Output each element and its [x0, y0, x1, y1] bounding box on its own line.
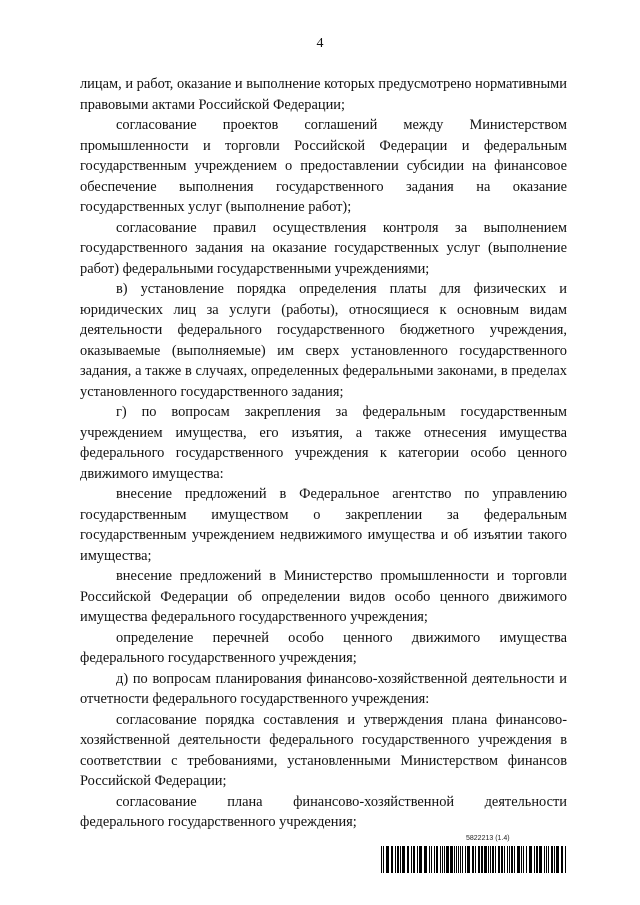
barcode-bar [488, 846, 489, 873]
barcode-bar [556, 846, 559, 873]
barcode-bar [548, 846, 549, 873]
paragraph: лицам, и работ, оказание и выполнение которых предусмотрено нормативными правовыми актами Российской Федерации; [80, 76, 567, 113]
paragraph: согласование порядка составления и утверждения плана финансово-хозяйственной деятельности федерального государственного учреждения в соответствии с требованиями, установленными Министерством финансов Российской Федерации; [80, 711, 567, 789]
barcode-bar [484, 846, 487, 873]
paragraph: внесение предложений в Федеральное агентство по управлению государственным имуществом о закреплении за федеральным государственным учреждением недвижимого имущества и об изъятии такого имущества; [80, 486, 567, 564]
barcode-bar [539, 846, 542, 873]
barcode-bar [536, 846, 538, 873]
barcode-bar [458, 846, 459, 873]
barcode-bar [511, 846, 513, 873]
barcode-bar [465, 846, 466, 873]
barcode-bar [534, 846, 535, 873]
barcode-bar [391, 846, 393, 873]
document-body [80, 74, 567, 833]
barcode-bar [509, 846, 510, 873]
barcode-bar [386, 846, 389, 873]
barcode-bar [440, 846, 441, 873]
paragraph: определение перечней особо ценного движимого имущества федерального государственного учреждения; [80, 629, 567, 666]
barcode-bar [501, 846, 503, 873]
barcode-bar [546, 846, 547, 873]
barcode-bar [436, 846, 438, 873]
barcode-bar [517, 846, 520, 873]
barcode-bar [417, 846, 418, 873]
paragraph: г) по вопросам закрепления за федеральным государственным учреждением имущества, его изъятия, а также отнесения имущества федерального государственного учреждения к категории особо ценного движимого имущества: [80, 404, 567, 482]
barcode-bar [544, 846, 545, 873]
barcode-bar [429, 846, 430, 873]
barcode-bar [490, 846, 491, 873]
barcode-bar [529, 846, 532, 873]
barcode-bar [514, 846, 515, 873]
paragraph: д) по вопросам планирования финансово-хозяйственной деятельности и отчетности федерального государственного учреждения: [80, 670, 567, 707]
barcode-bar [381, 846, 382, 873]
barcode-bar [472, 846, 474, 873]
barcode-bar [419, 846, 422, 873]
barcode-bar [383, 846, 384, 873]
barcode-bar [442, 846, 443, 873]
barcode-bar [495, 846, 496, 873]
barcode-bar [460, 846, 461, 873]
paragraph: согласование правил осуществления контроля за выполнением государственного задания на оказание государственных услуг (выполнение работ) федеральными государственными учреждениями; [80, 219, 567, 277]
barcode-bar [467, 846, 470, 873]
barcode-bar [478, 846, 480, 873]
barcode-icon [381, 846, 569, 873]
barcode-bar [424, 846, 427, 873]
paragraph: согласование проектов соглашений между Министерством промышленности и торговли Российской Федерации и федеральным государственным учреждением о предоставлении субсидии на финансовое обеспечение выполнения государственного задания на оказание государственных услуг (выполнение работ); [80, 117, 567, 215]
paragraph: внесение предложений в Министерство промышленности и торговли Российской Федерации об определении видов особо ценного движимого имущества федерального государственного учреждения; [80, 568, 567, 625]
barcode-bar [475, 846, 476, 873]
barcode-bar [504, 846, 505, 873]
paragraph: в) установление порядка определения платы для физических и юридических лиц за услуги (работы), относящиеся к основным видам деятельности федерального государственного бюджетного учреждения, оказываемые (выполняемые) им сверх установленного государственного задания, а также в случаях, определенных федеральными законами, в пределах установленного государственного задания; [80, 281, 567, 400]
barcode-bar [395, 846, 396, 873]
barcode-bar [446, 846, 449, 873]
barcode-bar [411, 846, 412, 873]
barcode-bar [402, 846, 405, 873]
barcode-bar [481, 846, 483, 873]
barcode-bar [565, 846, 566, 873]
barcode-bar [507, 846, 508, 873]
paragraph: согласование плана финансово-хозяйственной деятельности федерального государственного учреждения; [80, 793, 567, 830]
barcode-bar [407, 846, 409, 873]
barcode-bar [454, 846, 455, 873]
barcode-bar [492, 846, 494, 873]
barcode-bar [434, 846, 435, 873]
barcode-bar [551, 846, 553, 873]
barcode-bar [561, 846, 563, 873]
barcode-bar [400, 846, 401, 873]
barcode-bar [523, 846, 524, 873]
barcode-bar [456, 846, 457, 873]
barcode-bar [521, 846, 522, 873]
barcode-bar [444, 846, 445, 873]
barcode-bar [397, 846, 399, 873]
barcode-bar [413, 846, 415, 873]
barcode-bar [554, 846, 555, 873]
barcode-bar [462, 846, 463, 873]
barcode-bar [450, 846, 453, 873]
barcode-bar [498, 846, 500, 873]
barcode-bar [431, 846, 432, 873]
document-code: 5822213 (1.4) [466, 835, 510, 842]
barcode-bar [526, 846, 527, 873]
page-number: 4 [316, 36, 324, 51]
